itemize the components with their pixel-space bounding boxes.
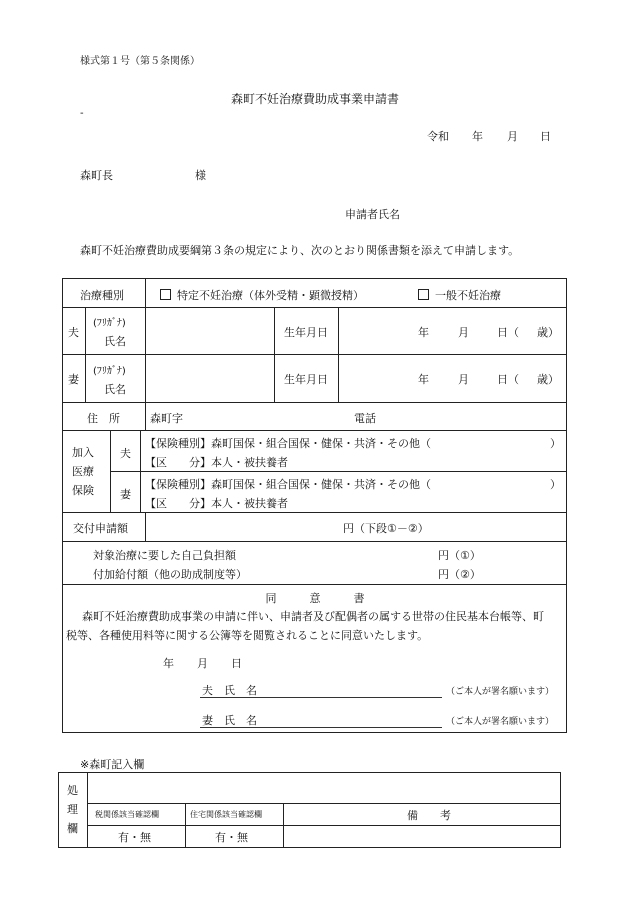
wife-signature-line[interactable] [200,727,442,728]
phone-label: 電話 [354,412,376,425]
applicant-label: 申請者氏名 [345,208,400,221]
other-benefit-value: 円（②） [438,568,481,581]
resident-check-value[interactable]: 有・無 [215,831,248,844]
office-label-1: 処 [67,784,78,797]
tax-check-value[interactable]: 有・無 [118,831,151,844]
grant-value: 円（下段①－②） [343,522,429,535]
husband-signature-line[interactable] [200,697,442,698]
treatment-general-option[interactable]: 一般不妊治療 [418,287,501,303]
address-label: 住 所 [87,412,120,425]
office-label-3: 欄 [67,822,78,835]
wife-signature-label: 妻 氏 名 [202,714,257,727]
insurance-husband-label: 夫 [120,447,131,460]
form-number: 様式第１号（第５条関係） [80,56,200,67]
wife-age: 歳） [537,373,559,386]
husband-insurance-close: ） [550,437,561,450]
husband-insurance-type: 【保険種別】森町国保・組合国保・健保・共済・その他（ [145,437,431,450]
page-title: 森町不妊治療費助成事業申請書 [230,92,399,106]
wife-furigana-label: (ﾌﾘｶﾞﾅ) [93,366,126,377]
self-pay-label: 対象治療に要した自己負担額 [93,549,236,562]
wife-insurance-close: ） [550,478,561,491]
wife-insurance-category: 【区 分】本人・被扶養者 [145,497,288,510]
husband-age: 歳） [537,326,559,339]
insurance-label-3: 保険 [72,484,94,497]
husband-name-label: 氏名 [104,335,126,348]
intro-text: 森町不妊治療費助成要綱第３条の規定により、次のとおり関係書類を添えて申請します。 [80,244,520,257]
wife-birth-month: 月 [458,373,469,386]
wife-insurance-type: 【保険種別】森町国保・組合国保・健保・共済・その他（ [145,478,431,491]
husband-label: 夫 [68,326,79,339]
husband-furigana-label: (ﾌﾘｶﾞﾅ) [93,318,126,329]
husband-birth-month: 月 [458,326,469,339]
address-prefix: 森町字 [150,412,183,425]
wife-birth-year: 年 [418,373,429,386]
consent-body-2: 税等、各種使用料等に関する公簿等を閲覧されることに同意いたします。 [66,629,429,642]
col-tax-header: 税関係該当確認欄 [95,810,159,819]
addressee-honorific: 様 [195,169,206,182]
checkbox-general[interactable] [418,289,429,300]
wife-name-label: 氏名 [104,383,126,396]
other-benefit-label: 付加給付額（他の助成制度等） [93,568,247,581]
insurance-label-2: 医療 [72,465,94,478]
date-month: 月 [507,130,518,143]
addressee-name: 森町長 [80,169,113,182]
grant-label: 交付申請額 [73,522,128,535]
date-year: 年 [472,130,483,143]
office-heading: ※森町記入欄 [80,758,145,771]
col-resident-header: 住宅関係該当確認欄 [190,810,262,819]
consent-date-day: 日 [231,657,242,670]
treatment-label: 治療種別 [80,289,124,302]
self-pay-value: 円（①） [438,549,481,562]
date-day: 日 [540,130,551,143]
insurance-label-1: 加入 [72,446,94,459]
husband-birth-label: 生年月日 [284,326,328,339]
wife-label: 妻 [68,373,79,386]
treatment-specific-option[interactable]: 特定不妊治療（体外受精・顕微授精） [160,287,364,303]
office-label-2: 理 [67,803,78,816]
consent-date-year: 年 [163,657,174,670]
col-notes-header: 備 考 [407,809,451,822]
insurance-wife-label: 妻 [120,488,131,501]
consent-title: 同 意 書 [265,592,365,605]
husband-birth-day: 日（ [497,326,519,339]
husband-signature-note: （ご本人が署名願います） [446,687,555,697]
wife-birth-label: 生年月日 [284,373,328,386]
husband-birth-year: 年 [418,326,429,339]
consent-date-month: 月 [197,657,208,670]
husband-insurance-category: 【区 分】本人・被扶養者 [145,456,288,469]
checkbox-specific[interactable] [160,289,171,300]
wife-signature-note: （ご本人が署名願います） [446,717,555,727]
date-era: 令和 [427,130,449,143]
consent-body-1: 森町不妊治療費助成事業の申請に伴い、申請者及び配偶者の属する世帯の住民基本台帳等、町 [82,610,544,623]
wife-birth-day: 日（ [497,373,519,386]
husband-signature-label: 夫 氏 名 [202,684,257,697]
